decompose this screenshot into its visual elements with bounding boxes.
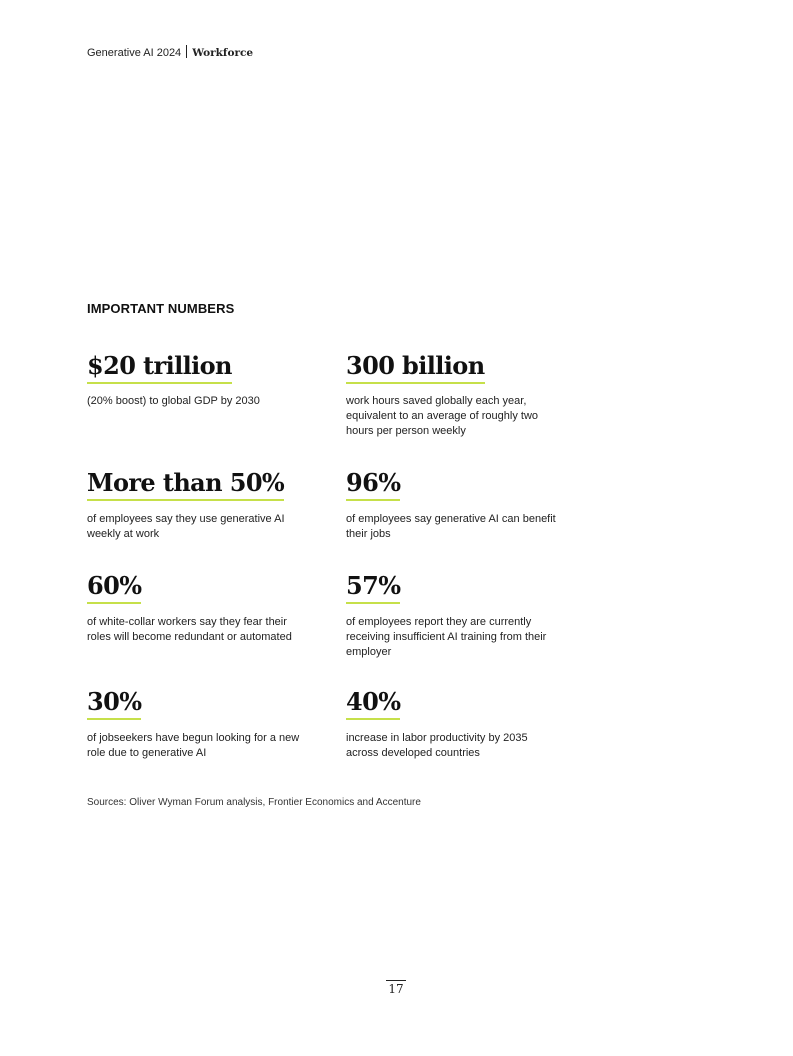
stat-value: 57% <box>346 572 400 604</box>
stat-description: of white-collar workers say they fear their roles will become redundant or automated <box>87 616 292 643</box>
stat-description: increase in labor productivity by 2035 across developed countries <box>346 732 528 759</box>
stat-fear-redundancy <box>87 572 302 645</box>
stat-value: 96% <box>346 469 400 501</box>
stat-work-hours <box>346 352 561 439</box>
stat-description: of employees say generative AI can benefit their jobs <box>346 513 556 540</box>
stat-value: 40% <box>346 688 400 720</box>
running-header <box>87 45 253 61</box>
stat-jobseekers <box>87 688 302 761</box>
stat-labor-productivity <box>346 688 561 761</box>
publication-title: Generative AI 2024 <box>87 47 182 59</box>
stat-value: $20 trillion <box>87 352 232 384</box>
stat-description: of jobseekers have begun looking for a new role due to generative AI <box>87 732 300 759</box>
stat-value: 30% <box>87 688 141 720</box>
stat-value: More than 50% <box>87 469 284 501</box>
stat-description: of employees report they are currently receiving insufficient AI training from their employer <box>346 616 547 658</box>
stat-value: 60% <box>87 572 141 604</box>
stat-global-gdp <box>87 352 302 409</box>
section-title: IMPORTANT NUMBERS <box>87 301 235 316</box>
stat-benefit-jobs <box>346 469 561 542</box>
stat-insufficient-training <box>346 572 561 660</box>
header-divider <box>186 45 187 58</box>
section-name: Workforce <box>192 47 254 59</box>
page-number: 17 <box>386 980 406 996</box>
stat-weekly-use <box>87 469 302 542</box>
stat-description: work hours saved globally each year, equivalent to an average of roughly two hours per person weekly <box>346 395 539 437</box>
sources-note: Sources: Oliver Wyman Forum analysis, Frontier Economics and Accenture <box>87 797 421 808</box>
stat-description: of employees say they use generative AI weekly at work <box>87 513 285 540</box>
stat-value: 300 billion <box>346 352 485 384</box>
stat-description: (20% boost) to global GDP by 2030 <box>87 395 260 407</box>
